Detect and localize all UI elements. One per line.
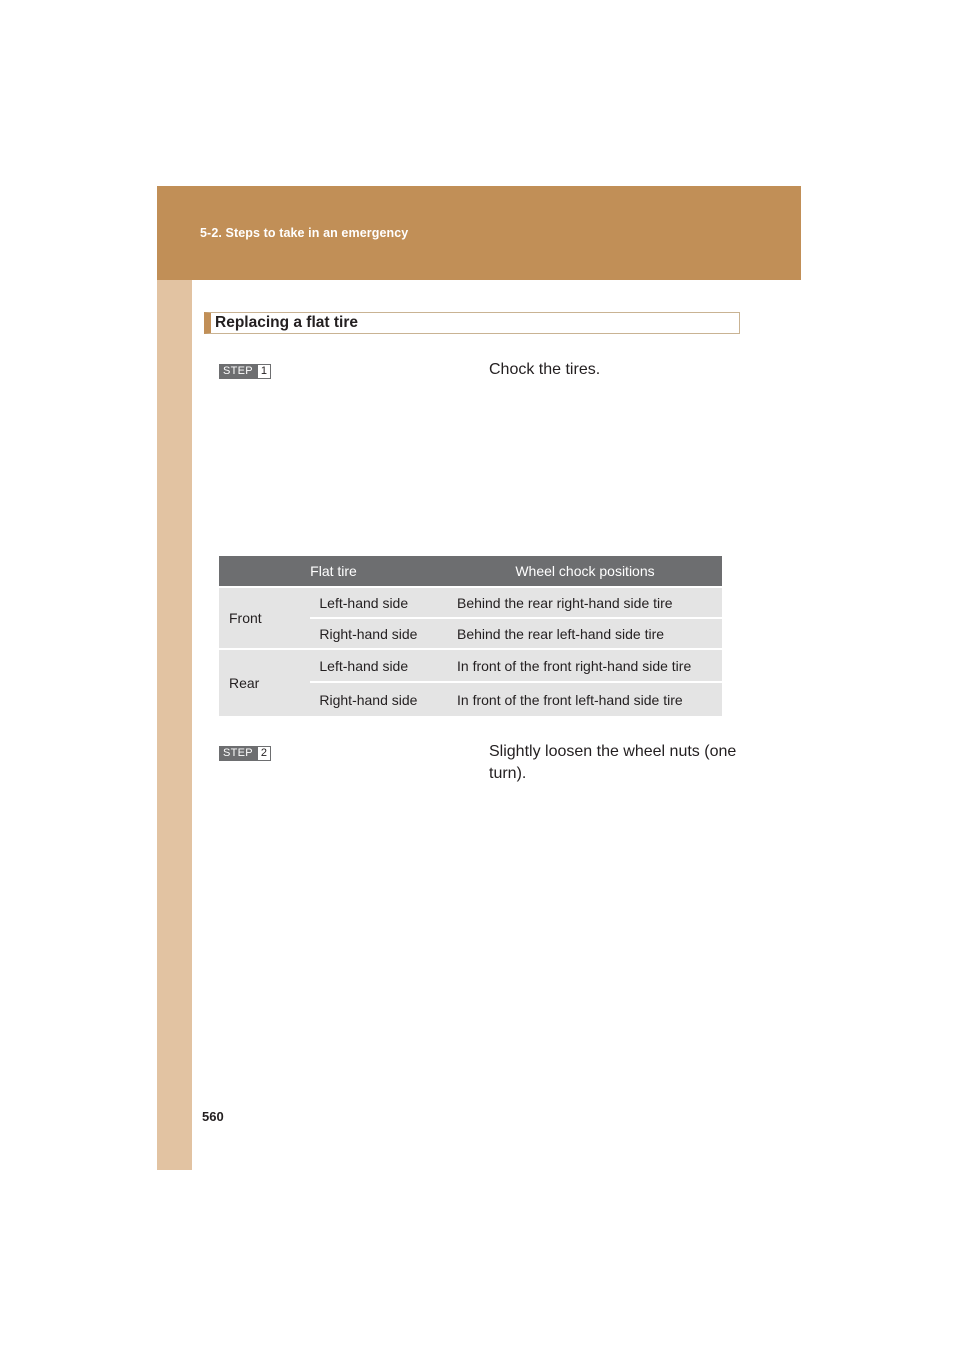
side-cell: Left-hand side — [310, 649, 448, 682]
position-cell: In front of the front right-hand side tire — [448, 649, 722, 682]
side-cell: Left-hand side — [310, 587, 448, 618]
page-title: Replacing a flat tire — [215, 314, 358, 331]
wheel-chock-table — [219, 556, 722, 716]
position-cell: In front of the front left-hand side tire — [448, 682, 722, 716]
step-2-text: Slightly loosen the wheel nuts (one turn). — [489, 743, 737, 782]
section-label: 5-2. Steps to take in an emergency — [200, 226, 409, 240]
step-1-badge — [219, 364, 271, 379]
step-2-badge — [219, 746, 271, 761]
group-rear: Rear — [219, 649, 310, 716]
step-word: STEP — [219, 364, 257, 379]
step-number: 2 — [257, 746, 271, 761]
side-band — [157, 280, 192, 1170]
table-row — [219, 649, 722, 682]
header-chock-positions: Wheel chock positions — [448, 556, 722, 587]
group-front: Front — [219, 587, 310, 649]
header-flat-tire: Flat tire — [219, 556, 448, 587]
position-cell: Behind the rear right-hand side tire — [448, 587, 722, 618]
step-number: 1 — [257, 364, 271, 379]
table-row — [219, 587, 722, 618]
position-cell: Behind the rear left-hand side tire — [448, 618, 722, 649]
table-header-row — [219, 556, 722, 587]
side-cell: Right-hand side — [310, 618, 448, 649]
side-cell: Right-hand side — [310, 682, 448, 716]
step-1-text: Chock the tires. — [489, 361, 601, 378]
page-number: 560 — [202, 1109, 224, 1124]
step-word: STEP — [219, 746, 257, 761]
